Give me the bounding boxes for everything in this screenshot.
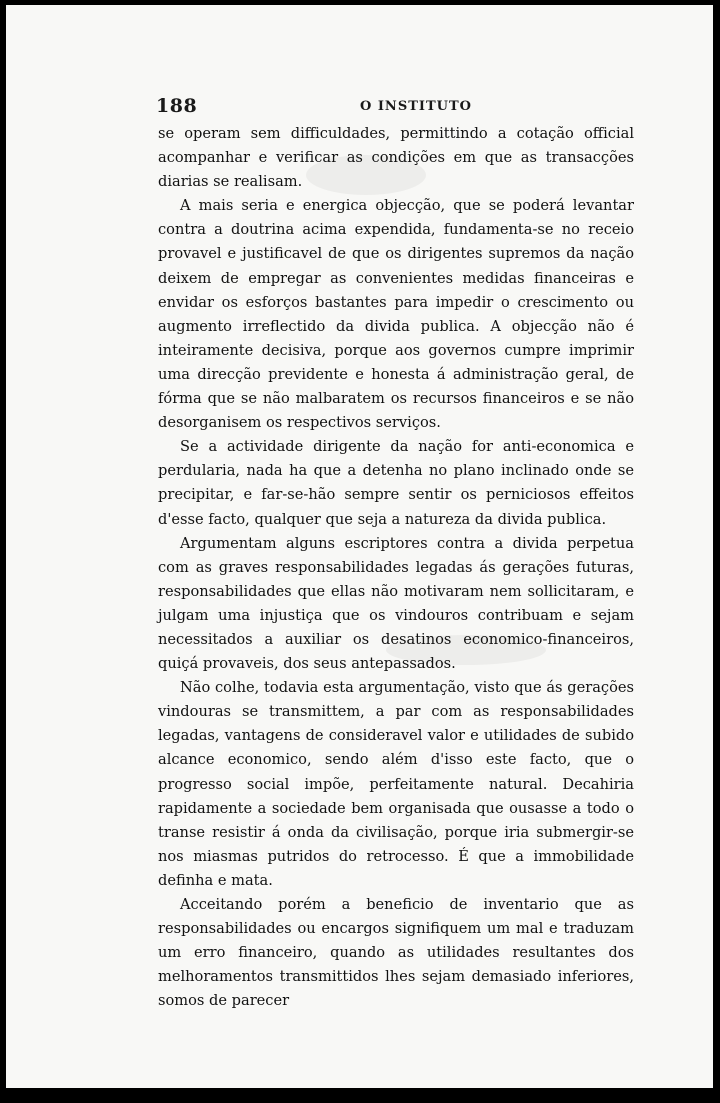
page-number: 188 bbox=[156, 95, 198, 117]
paragraph: Argumentam alguns escriptores contra a divida perpetua com as graves responsabilidades legadas ás gerações futuras, responsabilidades que ellas não motivaram nem sollicitaram, e julgam uma injustiça que os vindouros contribuam e sejam necessitados a auxiliar os desatinos economico-financeiros, quiçá provaveis, dos seus antepassados. bbox=[158, 534, 634, 673]
paragraph: Se a actividade dirigente da nação for anti-economica e perdularia, nada ha que a detenha no plano inclinado onde se precipitar, e far-se-hão sempre sentir os perniciosos effeitos d'esse facto, qualquer que seja a natureza da divida publica. bbox=[158, 438, 634, 528]
document-page bbox=[6, 5, 713, 1088]
paragraph: Não colhe, todavia esta argumentação, visto que ás gerações vindouras se transmittem, a par com as responsabilidades legadas, vantagens de consideravel valor e utilidades de subido alcance economico, sendo além d'isso este facto, que o progresso social impõe, perfeitamente natural. Decahiria rapidamente a sociedade bem organisada que ousasse a todo o transe resistir á onda da civilisação, porque iria submergir-se nos miasmas putridos do retrocesso. É que a immobilidade definha e mata. bbox=[158, 679, 634, 889]
paragraph: A mais seria e energica objecção, que se poderá levantar contra a doutrina acima expendida, fundamenta-se no receio provavel e justificavel de que os dirigentes supremos da nação deixem de empregar as convenientes medidas financeiras e envidar os esforços bastantes para impedir o crescimento ou augmento irreflectido da divida publica. A objecção não é inteiramente decisiva, porque aos governos cumpre imprimir uma direcção previdente e honesta á administração geral, de fórma que se não malbaratem os recursos financeiros e se não desorganisem os respectivos serviços. bbox=[158, 197, 634, 432]
paragraph: Acceitando porém a beneficio de inventario que as responsabilidades ou encargos signifiquem um mal e traduzam um erro financeiro, quando as utilidades resultantes dos melhoramentos transmittidos lhes sejam demasiado inferiores, somos de parecer bbox=[158, 896, 634, 1010]
page-header bbox=[156, 95, 636, 119]
paragraph: se operam sem difficuldades, permittindo a cotação official acompanhar e verificar as condições em que as transacções diarias se realisam. bbox=[158, 125, 634, 191]
running-title: O INSTITUTO bbox=[360, 99, 472, 114]
body-text bbox=[158, 122, 634, 1013]
